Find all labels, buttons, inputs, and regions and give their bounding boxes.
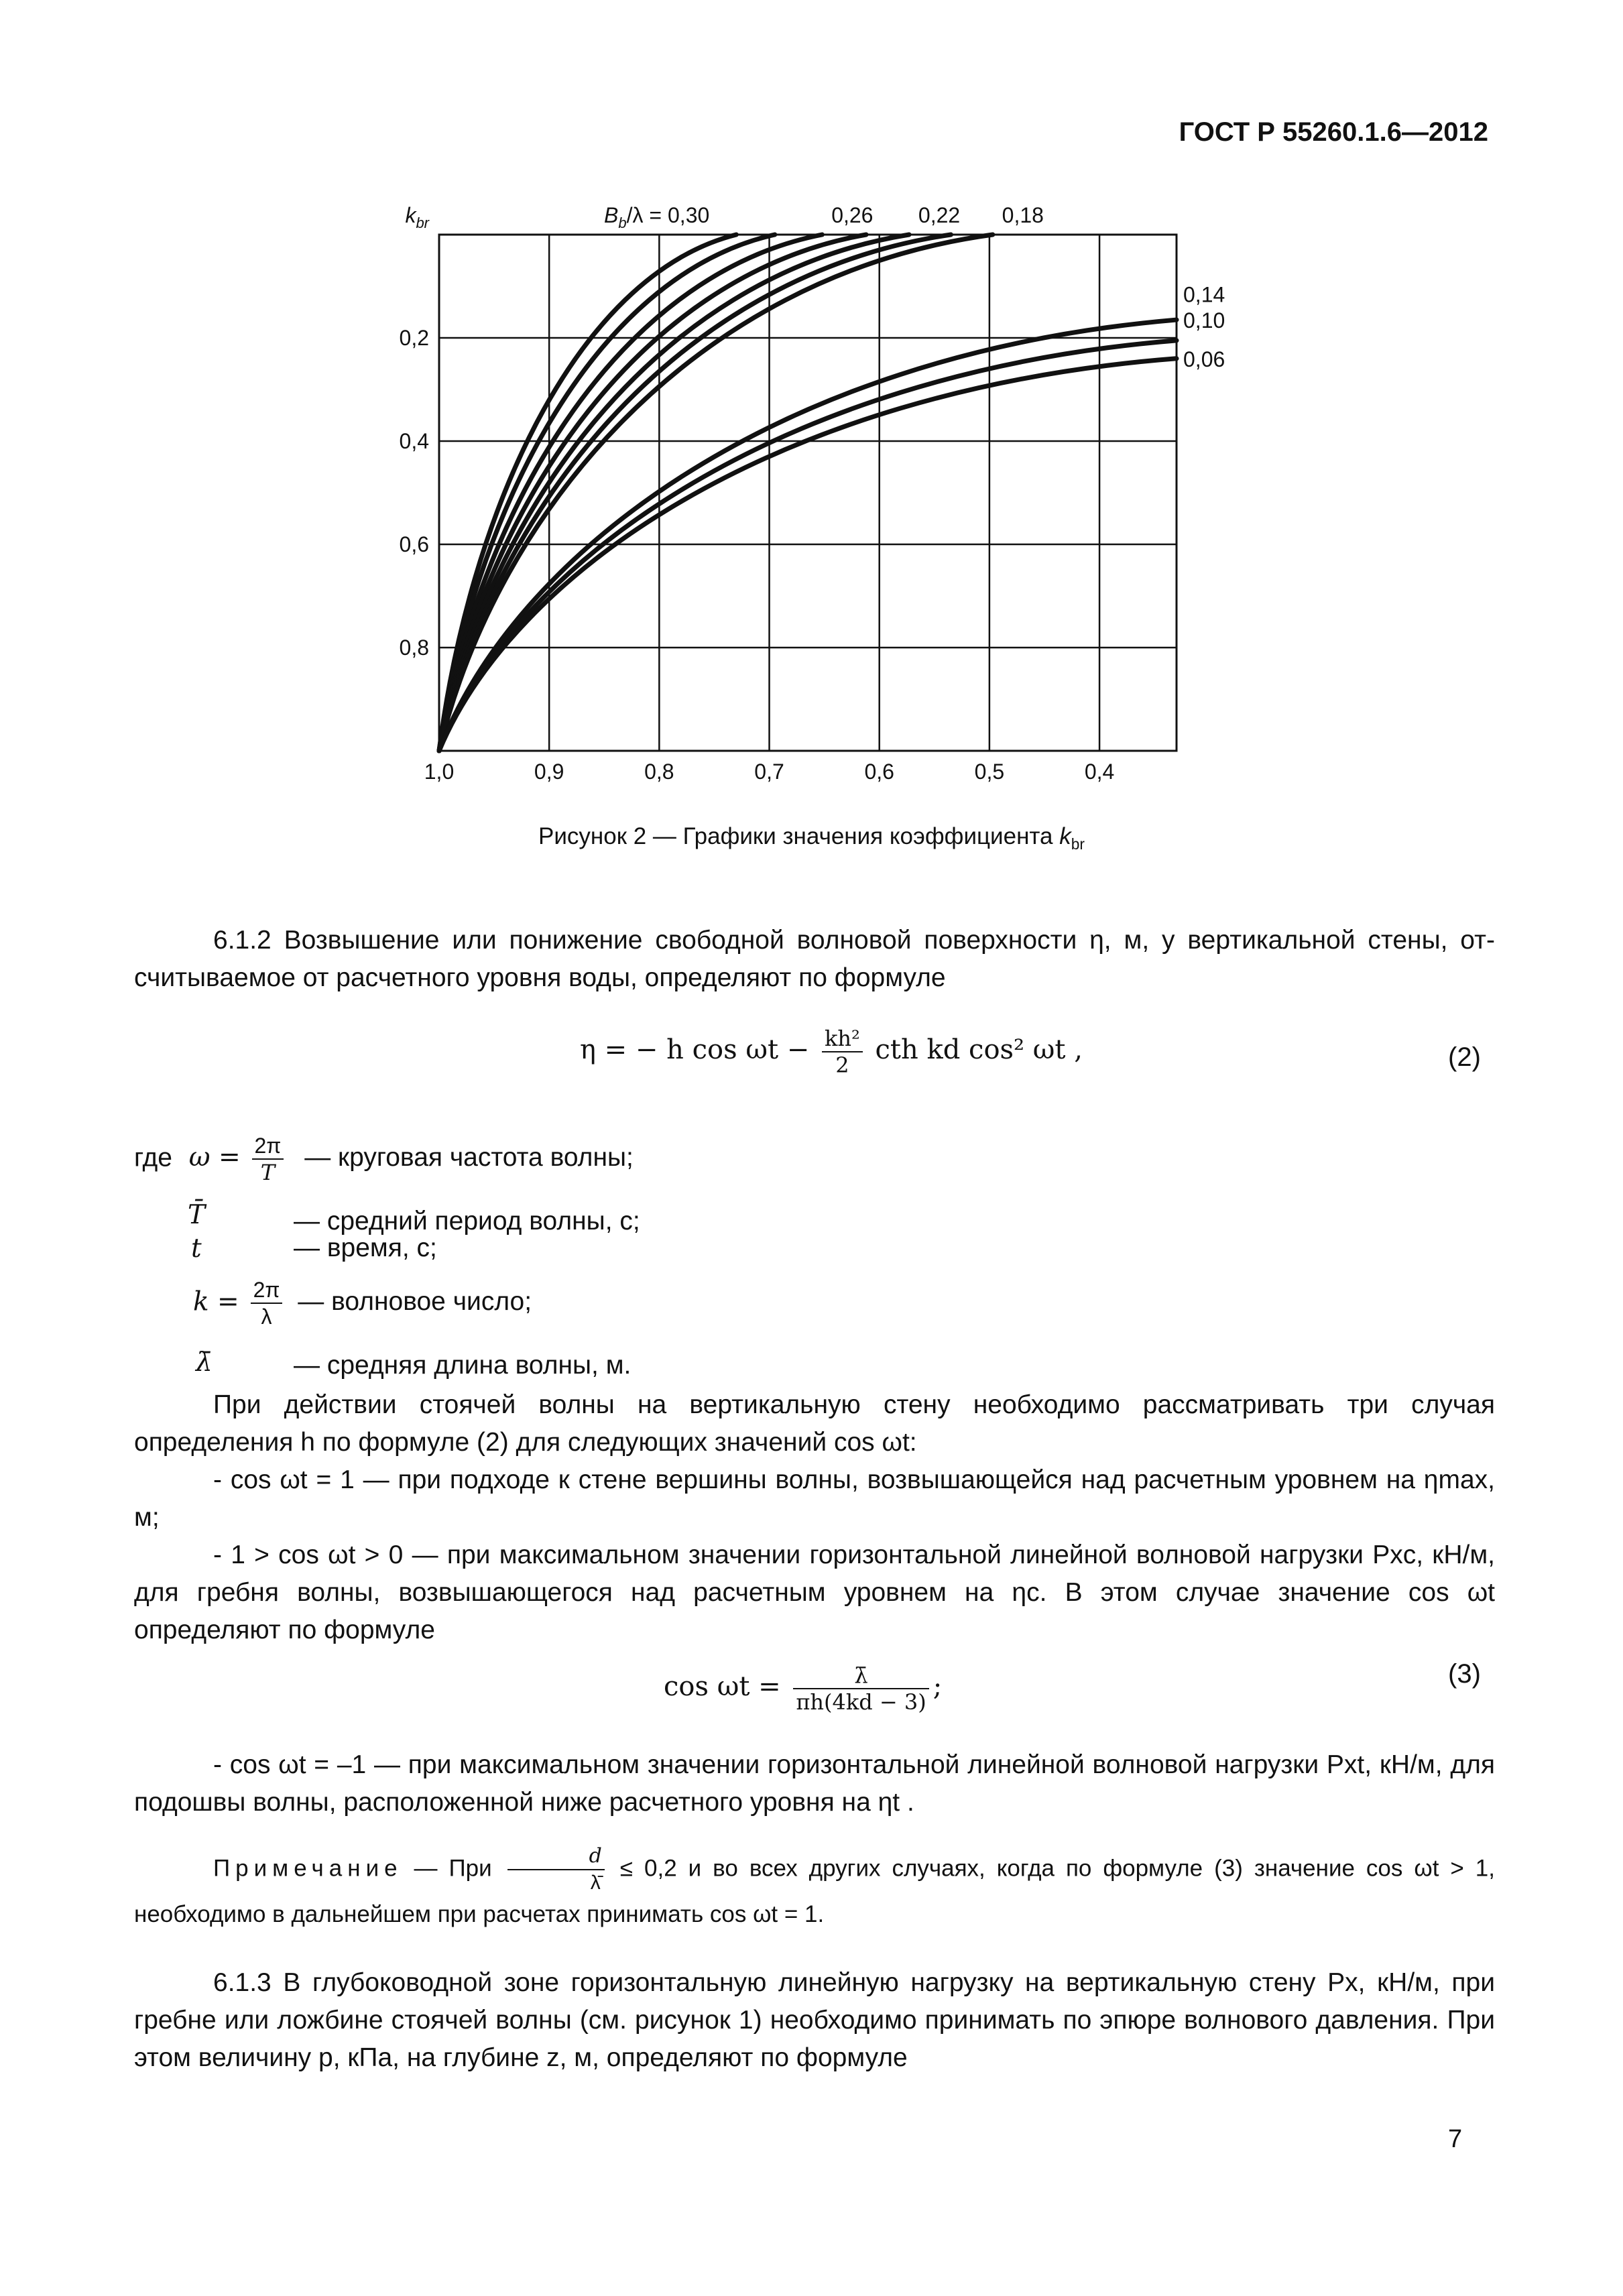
formula-3-fraction bbox=[793, 1663, 928, 1715]
right-series-label: 0,06 bbox=[1183, 347, 1225, 371]
note-block bbox=[134, 1844, 1495, 1933]
note-text bbox=[134, 1844, 1495, 1933]
k-denominator: λ bbox=[261, 1305, 272, 1329]
formula-3-tail: ; bbox=[933, 1671, 943, 1702]
formula-3-numerator: λ̄ bbox=[793, 1663, 928, 1689]
formula-2 bbox=[580, 1026, 1083, 1078]
paragraph-613-text: 6.1.3 В глубоководной зоне горизонтальную линейную нагрузку на вертикальную стену Px, кН/м, при гребне или ложбине стоячей волны (см. рисунок 1) необходимо принимать по эпюре волнового давления. При этом величину p, кПа, на глубине z, м, определяют по формуле bbox=[134, 1968, 1495, 2072]
formula-2-part-b: cth kd cos² ωt , bbox=[866, 1034, 1083, 1065]
paragraph-612-case-3 bbox=[134, 1746, 1495, 1821]
top-label-rest: /λ = 0,30 bbox=[626, 203, 710, 227]
where-t-symbol bbox=[191, 1233, 202, 1264]
x-tick-label: 0,8 bbox=[644, 760, 674, 784]
figure-caption bbox=[0, 823, 1623, 853]
formula-2-numerator: kh² bbox=[822, 1026, 863, 1052]
where-lambda-symbol bbox=[196, 1347, 213, 1378]
omega-numerator: 2π bbox=[252, 1133, 284, 1160]
note-denominator: λ̄ bbox=[590, 1872, 601, 1894]
case-3: - cos ωt = –1 — при максимальном значении горизонтальной линейной волновой нагрузки Pxt, кН/м, для подошвы волны, расположенной ниже расчетного уровня на ηt . bbox=[134, 1750, 1495, 1817]
x-tick-label: 1,0 bbox=[424, 760, 455, 784]
page-number: 7 bbox=[1448, 2125, 1463, 2153]
y-tick-label: 0,2 bbox=[399, 326, 429, 350]
formula-2-fraction bbox=[822, 1026, 863, 1078]
y-axis-label-sub: br bbox=[416, 215, 429, 231]
formula-3-lhs: cos ωt = bbox=[664, 1671, 790, 1702]
note-label: Примечание bbox=[213, 1855, 403, 1882]
right-series-label: 0,14 bbox=[1183, 282, 1225, 307]
where-T-symbol bbox=[188, 1200, 205, 1230]
t-symbol: t bbox=[191, 1233, 202, 1264]
x-tick-label: 0,7 bbox=[754, 760, 784, 784]
x-tick-label: 0,9 bbox=[534, 760, 564, 784]
paragraph-612-text: 6.1.2 Возвышение или понижение свободной волновой поверхности η, м, у вертикальной стены, от-считываемое от расчетного уровня воды, определяют по формуле bbox=[134, 926, 1495, 992]
k-numerator: 2π bbox=[251, 1277, 283, 1304]
where-t-description: — время, с; bbox=[294, 1233, 437, 1262]
kbr-chart bbox=[349, 194, 1287, 798]
y-tick-label: 0,6 bbox=[399, 532, 429, 556]
where-lambda-description: — средняя длина волны, м. bbox=[294, 1351, 632, 1380]
formula-2-part-a: η = − h cos ωt − bbox=[580, 1034, 818, 1065]
omega-denominator: T bbox=[260, 1160, 276, 1185]
figure-caption-text: Рисунок 2 — Графики значения коэффициента bbox=[538, 823, 1060, 849]
formula-3 bbox=[664, 1663, 942, 1715]
figure-caption-symbol: k bbox=[1059, 823, 1071, 849]
figure-caption-sub: br bbox=[1071, 835, 1085, 853]
paragraph-612-intro bbox=[134, 922, 1495, 997]
top-label-b: B bbox=[604, 203, 619, 227]
note-part-b: ≤ 0,2 и во всех других случаях, когда по формуле (3) значение cos ωt > 1, необходимо в дальнейшем при расчетах принимать cos ωt = 1. bbox=[134, 1855, 1495, 1927]
omega-fraction bbox=[252, 1133, 284, 1185]
note-part-a: — При bbox=[402, 1855, 503, 1882]
document-code: ГОСТ Р 55260.1.6—2012 bbox=[1179, 117, 1488, 147]
case-1: - cos ωt = 1 — при подходе к стене вершины волны, возвышающейся над расчетным уровнем на ηmax, м; bbox=[134, 1465, 1495, 1532]
x-tick-label: 0,4 bbox=[1084, 760, 1115, 784]
top-series-label-primary bbox=[604, 203, 709, 231]
formula-3-denominator: πh(4kd − 3) bbox=[796, 1689, 926, 1715]
k-lhs: k = bbox=[193, 1286, 239, 1317]
top-series-label: 0,18 bbox=[1002, 203, 1044, 227]
note-fraction bbox=[507, 1844, 605, 1896]
paragraph-613 bbox=[134, 1964, 1495, 2077]
formula-3-number: (3) bbox=[1448, 1659, 1481, 1689]
top-label-b-sub: b bbox=[618, 215, 627, 231]
paragraph-612-three-cases: При действии стоячей волны на вертикальную стену необходимо рассматривать три случая определения h по формуле (2) для следующих значений cos ωt: bbox=[134, 1390, 1495, 1457]
lambda-symbol: λ̄ bbox=[196, 1347, 213, 1378]
y-axis-label: $k_{br}$ bbox=[405, 203, 429, 231]
x-tick-label: 0,5 bbox=[974, 760, 1005, 784]
right-series-label: 0,10 bbox=[1183, 308, 1225, 333]
k-fraction bbox=[251, 1277, 283, 1329]
where-T-description: — средний период волны, с; bbox=[294, 1207, 640, 1235]
curve-series-1 bbox=[439, 235, 775, 751]
top-series-label: 0,22 bbox=[918, 203, 961, 227]
note-numerator: d bbox=[507, 1844, 605, 1870]
x-tick-label: 0,6 bbox=[864, 760, 894, 784]
where-omega bbox=[134, 1133, 634, 1185]
formula-2-denominator: 2 bbox=[835, 1052, 849, 1078]
T-symbol: T̄ bbox=[188, 1200, 206, 1230]
top-series-label: 0,26 bbox=[831, 203, 874, 227]
formula-2-number: (2) bbox=[1448, 1042, 1481, 1072]
k-description: — волновое число; bbox=[298, 1287, 532, 1317]
where-k bbox=[193, 1277, 532, 1329]
omega-lhs: ω = bbox=[188, 1142, 241, 1173]
omega-description: — круговая частота волны; bbox=[304, 1143, 634, 1172]
paragraph-612-cases bbox=[134, 1386, 1495, 1649]
case-2: - 1 > cos ωt > 0 — при максимальном значении горизонтальной линейной волновой нагрузки Pxc, кН/м, для гребня волны, возвышающегося над расчетным уровнем на ηc. В этом случае значение cos ωt определяют по формуле bbox=[134, 1540, 1495, 1644]
where-label: где bbox=[134, 1143, 172, 1172]
y-tick-label: 0,4 bbox=[399, 429, 429, 453]
y-tick-label: 0,8 bbox=[399, 636, 429, 660]
